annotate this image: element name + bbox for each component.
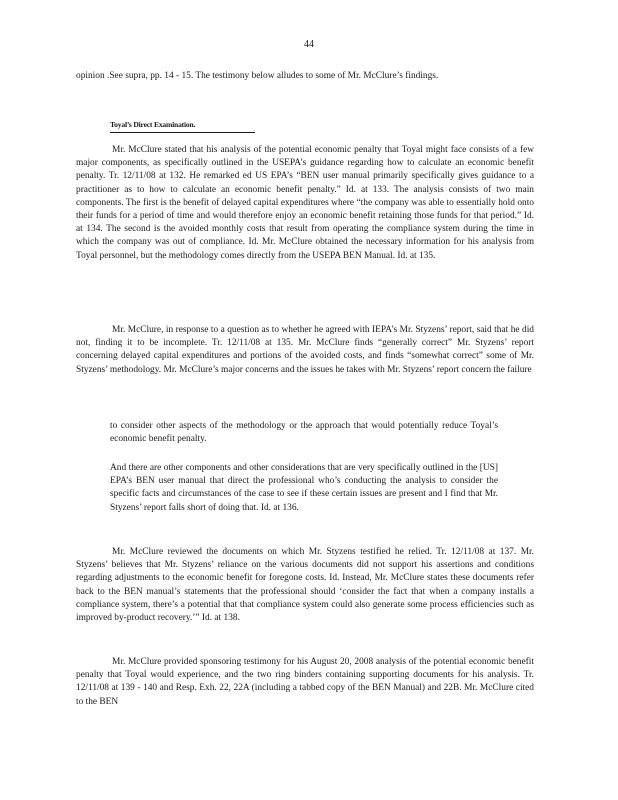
opening-paragraph: opinion .See supra, pp. 14 - 15. The testimony below alludes to some of Mr. McClure’s findings.	[76, 71, 439, 81]
page-number: 44	[304, 39, 314, 50]
body-paragraph: Mr. McClure stated that his analysis of the potential economic penalty that Toyal might face consists of a few major components, as specifically outlined in the USEPA’s guidance regarding how to calculate an economic benefit penalty. Tr. 12/11/08 at 132. He remarked ed US EPA’s “BEN user manual primarily specifically gives guidance to a practitioner as to how to calculate an economic benefit penalty.” Id. at 133. The analysis consists of two main components. The first is the benefit of delayed capital expenditures where “the company was able to essentially hold onto their funds for a period of time and would therefore enjoy an economic benefit retaining those funds for that period.” Id. at 134. The second is the avoided monthly costs that result from operating the compliance system during the time in which the company was out of compliance. Id. Mr. McClure obtained the necessary information for his analysis from Toyal personnel, but the methodology comes directly from the USEPA BEN Manual. Id. at 135.	[76, 145, 534, 261]
block-quote: And there are other components and other considerations that are very specifically outlined in the [US] EPA’s BEN user manual that direct the professional who’s conducting the analysis to consider the specific facts and circumstances of the case to see if these certain issues are present and I find that Mr. Styzens’ report falls short of doing that. Id. at 136.	[110, 463, 498, 513]
body-paragraph: Mr. McClure provided sponsoring testimony for his August 20, 2008 analysis of the potential economic benefit penalty that Toyal would experience, and the two ring binders containing supporting documents for his analysis. Tr. 12/11/08 at 139 - 140 and Resp. Exh. 22, 22A (including a tabbed copy of the BEN Manual) and 22B. Mr. McClure cited to the BEN	[76, 657, 534, 707]
block-quote: to consider other aspects of the methodology or the approach that would potentially reduce Toyal’s economic benefit penalty.	[110, 421, 498, 445]
section-heading: Toyal’s Direct Examination.	[110, 118, 255, 133]
body-paragraph: Mr. McClure reviewed the documents on which Mr. Styzens testified he relied. Tr. 12/11/08 at 137. Mr. Styzens’ believes that Mr. Styzens’ reliance on the various documents did not support his assertions and conditions regarding adjustments to the economic benefit for foregone costs. Id. Instead, Mr. McClure states these documents refer back to the BEN manual’s statements that the professional should ‘consider the fact that when a company installs a compliance system, there’s a potential that that compliance system could also generate some process efficiencies such as improved by-product recovery.’” Id. at 138.	[76, 547, 534, 624]
body-paragraph: Mr. McClure, in response to a question as to whether he agreed with IEPA’s Mr. Styzens’ report, said that he did not, finding it to be incomplete. Tr. 12/11/08 at 135. Mr. McClure finds “generally correct” Mr. Styzens’ report concerning delayed capital expenditures and portions of the avoided costs, and finds “somewhat correct” some of Mr. Styzens’ methodology. Mr. McClure’s major concerns and the issues he takes with Mr. Styzens’ report concern the failure	[76, 325, 534, 375]
